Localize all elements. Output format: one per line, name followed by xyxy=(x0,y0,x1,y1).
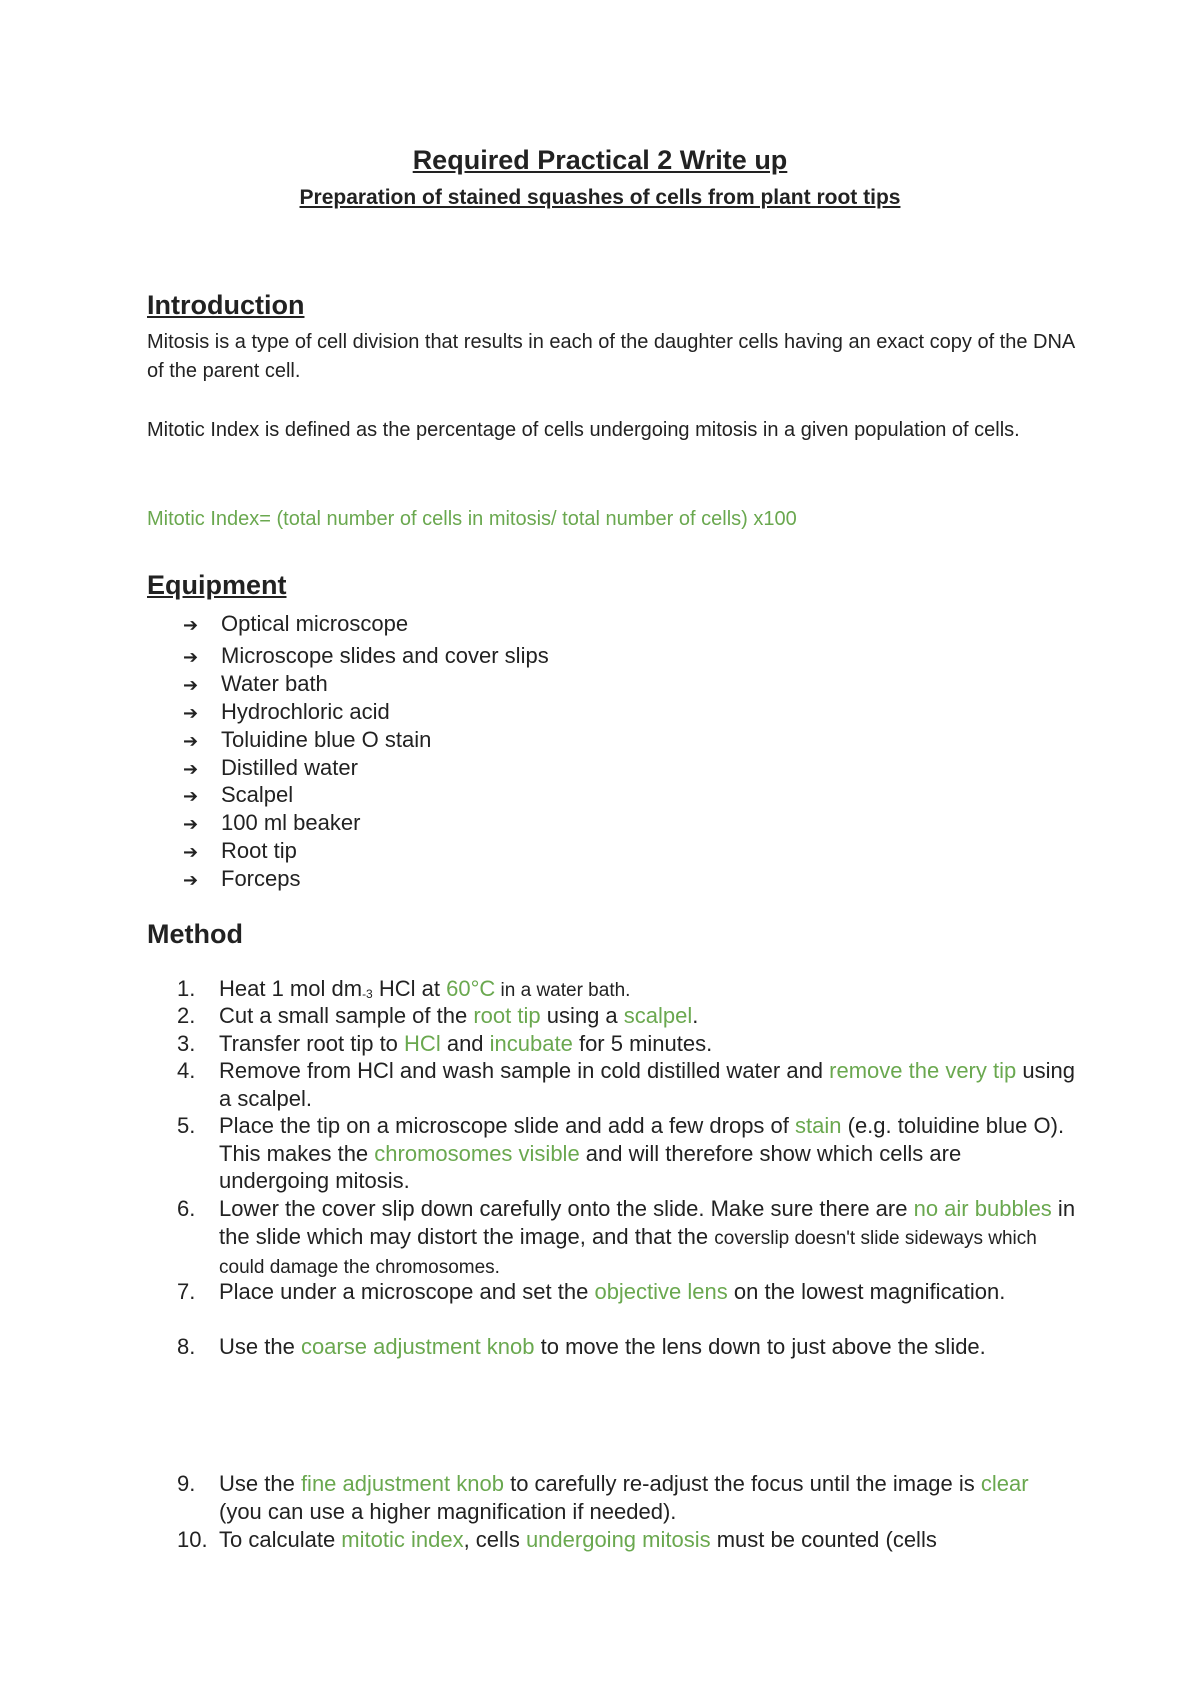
step-text-segment: and will therefore show which cells are undergoing mitosis. xyxy=(219,1140,962,1193)
step-text-segment: (you can use a higher magnification if needed). xyxy=(219,1498,677,1524)
arrow-icon: ➔ xyxy=(183,647,199,667)
method-step-text xyxy=(219,1470,1077,1525)
list-item: ➔ Root tip xyxy=(147,838,297,864)
method-step-text xyxy=(219,1333,1077,1361)
arrow-icon: ➔ xyxy=(183,615,199,635)
arrow-icon: ➔ xyxy=(183,842,199,862)
step-text-segment: Heat 1 mol dm xyxy=(219,976,363,1001)
step-text-segment: to carefully re-adjust the focus until the image is xyxy=(503,1471,981,1496)
arrow-icon: ➔ xyxy=(183,703,199,723)
highlighted-term: no air bubbles xyxy=(913,1196,1052,1221)
step-text-segment: for 5 minutes. xyxy=(572,1031,713,1056)
list-item: ➔ Optical microscope xyxy=(147,611,408,637)
highlighted-term: remove the very tip xyxy=(829,1058,1017,1083)
step-text-segment: (e.g. toluidine blue O). This makes the xyxy=(219,1113,1065,1166)
step-text-segment: Place the tip on a microscope slide and add a few drops of xyxy=(219,1113,796,1138)
method-step-text xyxy=(219,1057,1077,1112)
method-step-text xyxy=(219,1030,1077,1058)
page-subtitle: Preparation of stained squashes of cells from plant root tips xyxy=(299,186,901,209)
list-item: ➔ Microscope slides and cover slips xyxy=(147,643,549,669)
method-heading: Method xyxy=(147,919,243,949)
mitotic-index-formula: Mitotic Index= (total number of cells in mitosis/ total number of cells) x100 xyxy=(147,508,797,530)
step-text-segment: in the slide which may distort the image, and that the xyxy=(219,1196,1076,1249)
highlighted-term: root tip xyxy=(473,1003,541,1028)
step-text-segment: coverslip doesn't slide sideways which could damage the chromosomes. xyxy=(219,1227,1037,1278)
introduction-heading: Introduction xyxy=(147,290,305,320)
step-text-segment: Use the xyxy=(219,1471,301,1496)
highlighted-term: incubate xyxy=(489,1031,573,1056)
step-text-segment: in a water bath. xyxy=(495,980,631,1001)
list-item: ➔ Distilled water xyxy=(147,755,358,781)
step-text-segment: Remove from HCl and wash sample in cold distilled water and xyxy=(219,1058,830,1083)
method-step-text xyxy=(219,1278,1077,1306)
step-text-segment: must be counted (cells xyxy=(710,1527,937,1552)
introduction-paragraph-2: Mitotic Index is defined as the percentage of cells undergoing mitosis in a given population of cells. xyxy=(147,419,1020,441)
list-item: ➔ Toluidine blue O stain xyxy=(147,727,431,753)
step-text-segment: on the lowest magnification. xyxy=(727,1279,1006,1304)
arrow-icon: ➔ xyxy=(183,731,199,751)
arrow-icon: ➔ xyxy=(183,814,199,834)
highlighted-term: scalpel xyxy=(623,1003,693,1028)
step-text-segment: Transfer root tip to xyxy=(219,1031,405,1056)
step-text-segment: Lower the cover slip down carefully onto the slide. Make sure there are xyxy=(219,1196,914,1221)
method-step-text xyxy=(219,1195,1077,1282)
step-text-segment: HCl at xyxy=(372,976,447,1001)
method-step-text xyxy=(219,1526,1077,1554)
list-item: ➔ Scalpel xyxy=(147,782,293,808)
page-title: Required Practical 2 Write up xyxy=(412,145,788,175)
step-text-segment: using a xyxy=(540,1003,624,1028)
highlighted-term: stain xyxy=(795,1113,842,1138)
list-item: ➔ Water bath xyxy=(147,671,328,697)
highlighted-term: undergoing mitosis xyxy=(525,1527,711,1552)
highlighted-term: HCl xyxy=(404,1031,441,1056)
arrow-icon: ➔ xyxy=(183,759,199,779)
highlighted-term: objective lens xyxy=(594,1279,728,1304)
step-text-segment: , cells xyxy=(463,1527,526,1552)
highlighted-term: coarse adjustment knob xyxy=(300,1334,535,1359)
step-text-segment: -3 xyxy=(362,987,373,1001)
list-item: ➔ Forceps xyxy=(147,866,300,892)
equipment-heading: Equipment xyxy=(147,570,287,600)
highlighted-term: chromosomes visible xyxy=(374,1140,580,1166)
method-step-text xyxy=(219,1112,1077,1195)
step-text-segment: To calculate xyxy=(219,1527,342,1552)
step-text-segment: . xyxy=(692,1003,699,1028)
step-text-segment: using a scalpel. xyxy=(219,1058,1075,1111)
step-text-segment: Use the xyxy=(219,1334,301,1359)
step-text-segment: and xyxy=(440,1031,490,1056)
highlighted-term: clear xyxy=(980,1471,1029,1496)
highlighted-term: 60°C xyxy=(446,976,496,1001)
highlighted-term: fine adjustment knob xyxy=(300,1471,504,1496)
arrow-icon: ➔ xyxy=(183,786,199,806)
step-text-segment: to move the lens down to just above the slide. xyxy=(534,1334,986,1359)
arrow-icon: ➔ xyxy=(183,675,199,695)
method-step-text xyxy=(219,1002,1077,1030)
list-item: ➔ Hydrochloric acid xyxy=(147,699,390,725)
introduction-paragraph-1: Mitosis is a type of cell division that results in each of the daughter cells having an exact copy of the DNA of the parent cell. xyxy=(147,331,1075,382)
document-page: Required Practical 2 Write up Preparation of stained squashes of cells from plant root tips Introduction Mitosis is a type of cell division that results in each of the daughter cells having an exact copy of the DNA of the parent cell. Mitotic Index is defined as the percentage of cells undergoing mitosis in a given population of cells. Mitotic Index= (total number of cells in mitosis/ total number of cells) x100 Equipment ➔ Optical microscope ➔ Microscope slides and cover slips ➔ Water bath ➔ Hydrochloric acid ➔ Toluidine blue O stain ➔ Distilled water ➔ Scalpel ➔ 100 ml beaker ➔ Root tip ➔ Forceps Method 1. Heat 1 mol dm-3 HCl at 60°C in a water bath. 2. Cut a small sample of the root tip using a scalpel. 3. Transfer root tip to HCl and incubate for 5 minutes. 4. Remove from HCl and wash sample in cold distilled water and remove the very tip using a scalpel. 5. Place the tip on a microscope slide and add a few drops of stain (e.g. toluidine blue O). This makes the chromosomes visible and will therefore show which cells are undergoing mitosis. 6. Lower the cover slip down carefully onto the slide. Make sure there are no air bubbles in the slide which may distort the image, and that the coverslip doesn't slide sideways which could damage the chromosomes. 7. Place under a microscope and set the objective lens on the lowest magnification. 8. Use the coarse adjustment knob to move the lens down to just above the slide. 9. Use the fine adjustment knob to carefully re-adjust the focus until the image is clear (you can use a higher magnification if needed). 10. To calculate mitotic index, cells undergoing mitosis must be counted (cells xyxy=(0,0,1200,1698)
step-text-segment: Place under a microscope and set the xyxy=(219,1279,595,1304)
arrow-icon: ➔ xyxy=(183,870,199,890)
step-text-segment: Cut a small sample of the xyxy=(219,1003,474,1028)
list-item: ➔ 100 ml beaker xyxy=(147,810,360,836)
highlighted-term: mitotic index xyxy=(341,1527,464,1552)
